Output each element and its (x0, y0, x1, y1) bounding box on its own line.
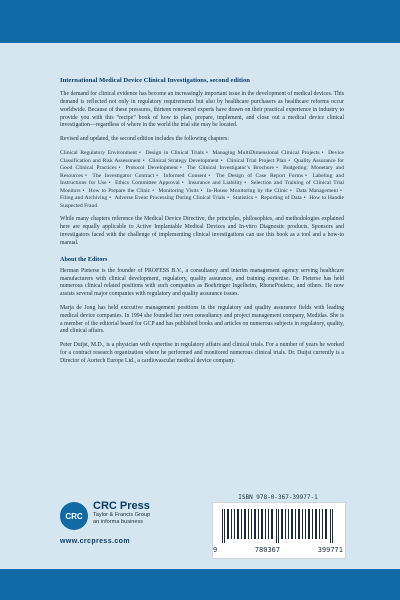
chapter-item: Device Classification and Risk Assessment (60, 150, 344, 164)
bullet-separator: • (321, 150, 324, 157)
chapter-item: Clinical Strategy Development (148, 157, 219, 164)
chapter-item: Quality Assurance for Good Clinical Practices (60, 157, 344, 172)
bullet-separator: • (200, 187, 203, 194)
about-editors-heading: About the Editors (60, 255, 108, 263)
bullet-separator: • (208, 172, 211, 179)
chapter-item: Protocol Development (125, 165, 178, 172)
editor-bio: Marja de Jong has held executive management positions in the regulatory and quality assurance fields with leading medical device companies. In 1994 she founded her own consultancy and project management company, Medidas. She is a member of the editorial board for GCP and has published books and articles on numerous subjects in regulatory, quality, and clinical affairs. (60, 304, 344, 335)
bullet-separator: • (220, 157, 223, 164)
publisher-name: CRC Press (93, 500, 150, 512)
editor-bio: Herman Pieterse is the founder of PROFESS B.V., a consultancy and interim management agency serving healthcare manufacturers with clinical development, regulatory, quality assurance, and training expertise. Dr. Pieterse has held numerous clinical related positions with such companies as Boehringer Ingelheim, RhonePoulenc, and others. He now assists several major companies with regulatory and quality assurance issues. (60, 267, 344, 298)
bullet-separator: • (289, 187, 292, 194)
bullet-separator: • (142, 157, 145, 164)
intro-paragraph: The demand for clinical evidence has become an increasingly important issue in the development of medical devices. This demand is reflected not only in regulatory requirements but also by healthcare purchasers as healthcare reforms occur worldwide. Because of these pressures, thirteen renowned experts have drawn on their practical experience in industry to provide you with this “recipe” book of how to plan, prepare, implement, and close out a medical device clinical investigation—regardless of where in the world the trial site may be located. (60, 91, 344, 129)
bullet-separator: • (340, 187, 342, 194)
chapter-item: Insurance and Liability (188, 180, 243, 187)
chapter-item: Design in Clinical Trials (145, 150, 204, 157)
bullet-separator: • (109, 195, 112, 202)
revised-intro: Revised and updated, the second edition includes the following chapters: (60, 136, 230, 143)
publisher-wordmark (93, 500, 203, 526)
chapter-item: Statistics (232, 195, 253, 202)
back-cover-text (60, 77, 344, 372)
bullet-separator: • (205, 150, 208, 157)
chapter-item: Budgeting: Monetary and Resources (60, 165, 344, 179)
bullet-separator: • (181, 180, 184, 187)
chapter-item: Data Management (296, 187, 339, 194)
chapter-item: Adverse Event Processing During Clinical Trials (114, 195, 226, 202)
chapter-item: Ethics Committee Approval (115, 180, 180, 187)
chapter-item: Managing MultiDimensional Clinical Projects (212, 150, 320, 157)
bullet-separator: • (276, 165, 278, 172)
chapter-item: Filing and Archiving (60, 195, 108, 202)
publisher-tagline: an informa business (93, 519, 144, 526)
bullet-separator: • (244, 180, 247, 187)
chapter-item: Clinical Regulatory Environment (60, 150, 137, 157)
bullet-separator: • (118, 165, 121, 172)
bullet-separator: • (288, 157, 291, 164)
bullet-separator: • (138, 150, 141, 157)
barcode-digit-group: 780367 (254, 546, 281, 554)
chapter-list (60, 150, 344, 210)
bullet-separator: • (82, 187, 85, 194)
bullet-separator: • (85, 172, 87, 179)
bullet-separator: • (152, 187, 155, 194)
barcode-digits (213, 546, 343, 554)
bullet-separator: • (303, 195, 306, 202)
chapter-item: In-House Monitoring by the Clinic (206, 187, 288, 194)
cover-title: International Medical Device Clinical Investigations, second edition (60, 77, 250, 84)
chapter-item: Selection and Training of Clinical Trial Monitors (60, 180, 344, 194)
chapter-item: Reporting of Data (260, 195, 302, 202)
bullet-separator: • (108, 180, 111, 187)
bullet-separator: • (305, 172, 307, 179)
chapter-item: Clinical Trial Project Plan (226, 157, 287, 164)
usage-paragraph: While many chapters reference the Medical Device Directive, the principles, philosophies, and methodologies explained here are equally applicable to Active Implantable Medical Devices and In-vitro Diagnostic products. Sponsors and investigators faced with the challenge of implementing clinical investigations can use this book as a tool and a how-to manual. (60, 216, 344, 246)
bullet-separator: • (156, 172, 159, 179)
chapter-item: How to Handle Suspected Fraud (60, 195, 344, 209)
isbn-text: ISBN 978-0-367-39977-1 (238, 494, 318, 501)
bullet-separator: • (227, 195, 230, 202)
chapter-item: Monitoring Visits (158, 187, 199, 194)
bottom-color-band (0, 569, 400, 600)
bullet-separator: • (255, 195, 257, 202)
chapter-item: Informed Consent (163, 172, 207, 179)
crc-logo-icon: CRC (60, 502, 88, 530)
publisher-url: www.crcpress.com (60, 538, 130, 545)
top-color-band (0, 0, 400, 43)
chapter-item: The Clinical Investigator’s Brochure (186, 165, 275, 172)
publisher-imprint: Taylor & Francis Group (93, 512, 151, 519)
bullet-separator: • (179, 165, 182, 172)
chapter-item: How to Prepare the Clinic (88, 187, 151, 194)
editor-bio: Peter Duijst, M.D., is a physician with expertise in regulatory affairs and clinical trials. For a number of years he worked for a contract research organization where he performed and monitored numerous clinical trials. Dr. Duijst currently is a Director of Aortech Europe Ltd., a cardiovascular medical device company. (60, 342, 344, 364)
publisher-and-barcode-area (60, 494, 344, 580)
chapter-item: Labeling and Instructions for Use (60, 172, 344, 187)
barcode-icon (220, 509, 336, 543)
barcode-digit-group: 399771 (317, 546, 343, 554)
chapter-item: The Investigator Contract (92, 172, 155, 179)
barcode-digit-group: 9 (213, 546, 218, 554)
chapter-item: The Design of Case Report Forms (215, 172, 303, 179)
